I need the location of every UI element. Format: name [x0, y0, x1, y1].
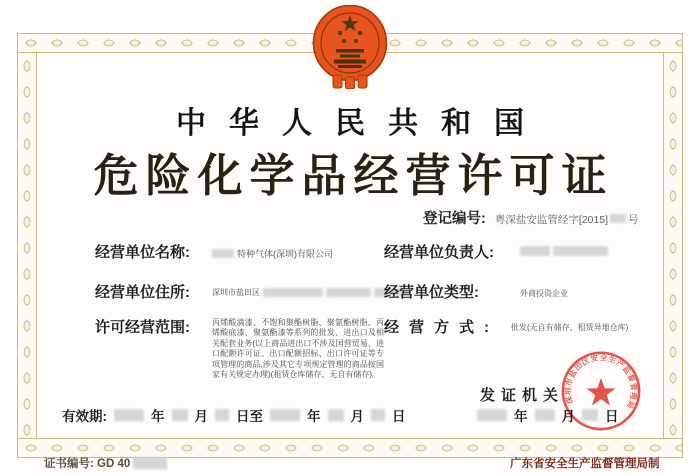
field-label-mode: 经营方式: [384, 319, 499, 336]
field-value-mode: 批发(无自有储存、租赁异地仓库) [511, 323, 629, 332]
registration-value [495, 212, 639, 227]
redacted-blur [553, 246, 608, 256]
field-value-address [212, 287, 404, 298]
redacted-blur [114, 409, 144, 421]
registration-value-suffix: 号 [628, 214, 639, 226]
unit-year: 年 [514, 409, 528, 424]
redacted-blur [263, 288, 323, 297]
unit-year: 年 [151, 409, 165, 424]
certificate-title: 危险化学品经营许可证 [93, 151, 614, 201]
field-label-manager: 经营单位负责人: [384, 244, 494, 261]
address-text: 深圳市盐田区 [212, 288, 260, 297]
field-value-name [212, 247, 333, 260]
redacted-blur [520, 246, 550, 256]
redacted-blur [270, 409, 300, 421]
redacted-blur [215, 409, 229, 421]
unit-month: 月 [194, 409, 208, 424]
redacted-blur [477, 409, 507, 421]
redacted-blur [328, 409, 344, 421]
field-label-address: 经营单位住所: [95, 284, 190, 301]
field-value-scope: 丙烯酸滴漆、不饱和聚酯树脂、聚氨酯树脂、丙烯酸底漆、聚氨酯漆等系列的批发、进出口及相关配套业务(以上商品进出口不涉及国营贸易、进口配额许可证、出口配额招标、出口许可证等专项管理的商品,涉及其它专项规定管理的商品按国家有关规定办理)(租赁仓库储存、无自有储存)。 [212, 318, 384, 380]
validity-row [62, 405, 406, 425]
certificate-number-text: 证书编号: GD 40 [44, 458, 131, 470]
registration-row [423, 207, 639, 228]
field-label-type: 经营单位类型: [384, 284, 479, 301]
field-label-name: 经营单位名称: [95, 244, 190, 261]
company-name-text: 特种气体(深圳)有限公司 [237, 249, 333, 259]
official-seal-stamp [560, 350, 642, 432]
field-label-scope: 许可经营范围: [95, 319, 190, 336]
unit-day: 日 [605, 409, 619, 424]
registration-label: 登记编号: [423, 211, 486, 227]
redacted-blur [172, 409, 188, 421]
redacted-blur [326, 288, 371, 297]
unit-day-to: 日至 [236, 409, 263, 424]
unit-month: 月 [561, 409, 575, 424]
national-emblem-icon [311, 5, 389, 89]
certificate-number [44, 455, 167, 471]
redacted-blur [133, 457, 167, 469]
seal-ring-text: 深圳市盐田区安全生产监督管理局 [563, 352, 639, 411]
redacted-blur [371, 409, 385, 421]
registration-value-prefix: 粤深盐安监管经字[2015] [494, 214, 609, 226]
field-value-manager [520, 246, 608, 256]
unit-day: 日 [392, 409, 406, 424]
issuing-bureau-imprint: 广东省安全生产监督管理局制 [510, 458, 660, 470]
star-icon [586, 378, 615, 406]
country-title: 中华人民共和国 [176, 107, 547, 140]
redacted-blur [535, 409, 555, 421]
redacted-blur [212, 249, 234, 258]
redacted-blur [610, 214, 626, 223]
unit-month: 月 [350, 409, 364, 424]
unit-year: 年 [307, 409, 321, 424]
field-value-type: 外商投资企业 [520, 289, 568, 298]
issuer-label: 发证机关 [480, 387, 565, 404]
validity-label: 有效期: [62, 409, 107, 424]
